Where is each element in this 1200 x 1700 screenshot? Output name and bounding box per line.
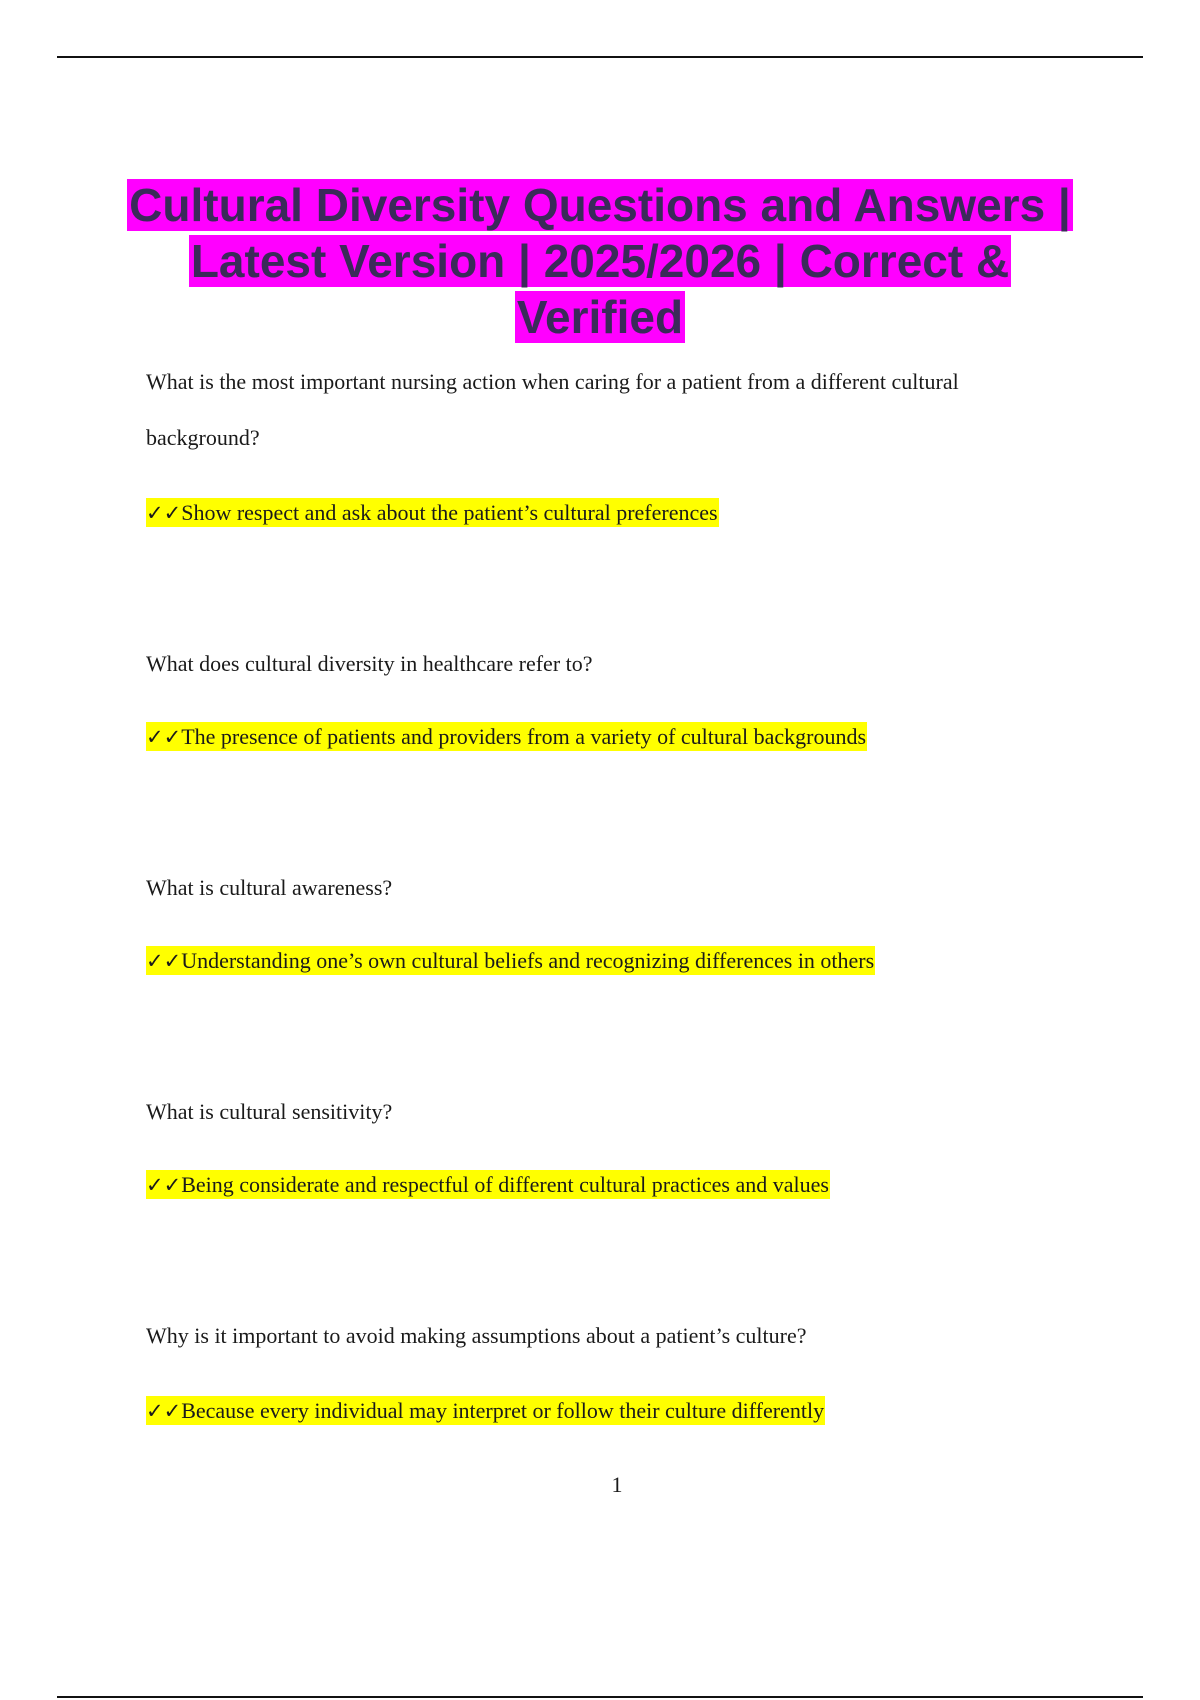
answer-3-highlight bbox=[146, 946, 875, 975]
question-1: What is the most important nursing action when caring for a patient from a different cultural background? bbox=[146, 369, 959, 450]
bottom-rule bbox=[57, 1696, 1143, 1698]
answer-2-highlight bbox=[146, 722, 867, 751]
double-check-icon: ✓✓ bbox=[146, 949, 182, 973]
answer-4-highlight bbox=[146, 1170, 830, 1199]
answer-5-highlight bbox=[146, 1396, 825, 1425]
answer-3 bbox=[146, 946, 875, 976]
answer-3-text: Understanding one’s own cultural beliefs and recognizing differences in others bbox=[181, 948, 875, 973]
double-check-icon: ✓✓ bbox=[146, 725, 182, 749]
question-5: Why is it important to avoid making assumptions about a patient’s culture? bbox=[146, 1323, 807, 1348]
answer-1-text: Show respect and ask about the patient’s cultural preferences bbox=[181, 500, 718, 525]
double-check-icon: ✓✓ bbox=[146, 501, 182, 525]
answer-5 bbox=[146, 1396, 825, 1426]
answer-1-highlight bbox=[146, 498, 719, 527]
answer-1 bbox=[146, 498, 719, 528]
question-4: What is cultural sensitivity? bbox=[146, 1099, 393, 1124]
answer-2-text: The presence of patients and providers from a variety of cultural backgrounds bbox=[181, 724, 867, 749]
double-check-icon: ✓✓ bbox=[146, 1399, 182, 1423]
page-number: 1 bbox=[611, 1472, 623, 1497]
answer-4-text: Being considerate and respectful of different cultural practices and values bbox=[181, 1172, 829, 1197]
answer-4 bbox=[146, 1170, 830, 1200]
document-title-text: Cultural Diversity Questions and Answers | Latest Version | 2025/2026 | Correct & Verified bbox=[129, 178, 1071, 343]
answer-2 bbox=[146, 722, 867, 752]
answer-5-text: Because every individual may interpret or follow their culture differently bbox=[181, 1398, 825, 1423]
question-3: What is cultural awareness? bbox=[146, 875, 393, 900]
double-check-icon: ✓✓ bbox=[146, 1173, 182, 1197]
question-2: What does cultural diversity in healthcare refer to? bbox=[146, 651, 593, 676]
